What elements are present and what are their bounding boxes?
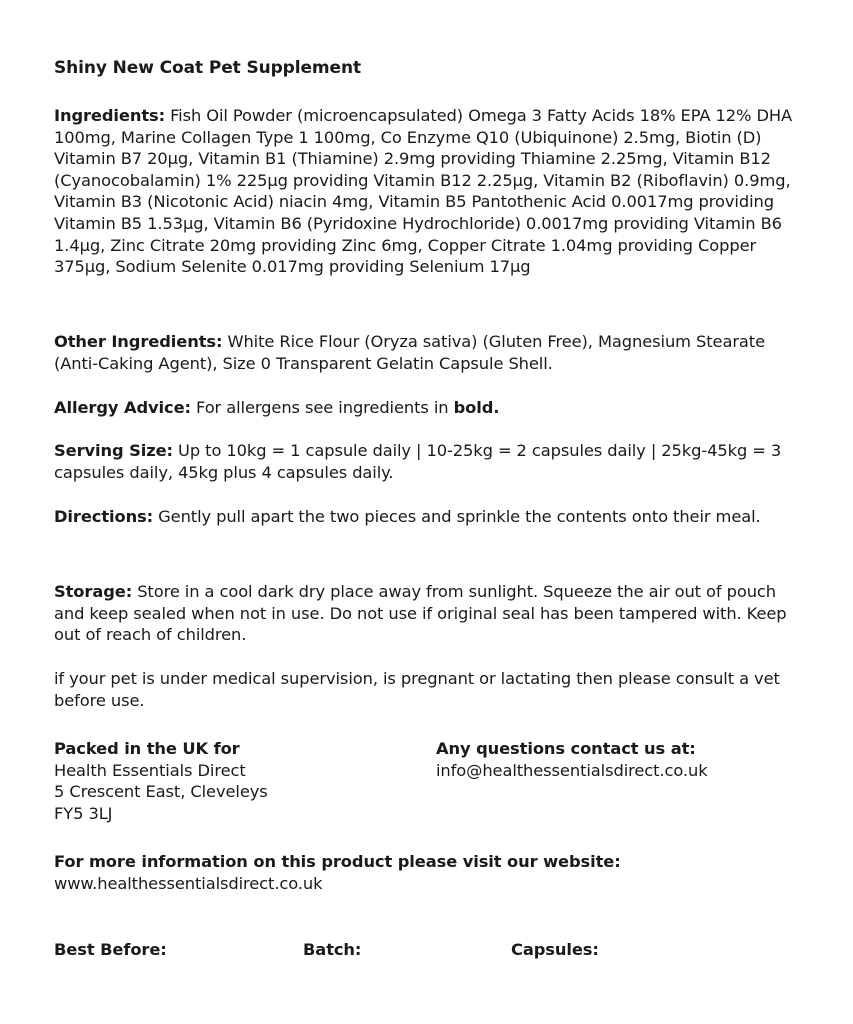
best-before-label: Best Before: (54, 940, 167, 959)
serving-text: Up to 10kg = 1 capsule daily | 10-25kg = 2 capsules daily | 25kg-45kg = 3 capsules daily, 45kg plus 4 capsules daily. (54, 441, 782, 482)
allergy-label: Allergy Advice: (54, 398, 191, 417)
packed-address: 5 Crescent East, Cleveleys (54, 782, 268, 802)
ingredients-section (54, 105, 806, 278)
packed-for-block (54, 738, 414, 824)
batch-label: Batch: (303, 940, 362, 959)
directions-section (54, 506, 806, 528)
packed-company: Health Essentials Direct (54, 760, 246, 780)
other-ingredients-text: White Rice Flour (Oryza sativa) (Gluten Free), Magnesium Stearate (Anti-Caking Agent), Size 0 Transparent Gelatin Capsule Shell. (54, 332, 765, 373)
product-title: Shiny New Coat Pet Supplement (54, 58, 361, 78)
serving-section (54, 440, 806, 483)
contact-email: info@healthessentialsdirect.co.uk (436, 760, 708, 780)
ingredients-text: Fish Oil Powder (microencapsulated) Omega 3 Fatty Acids 18% EPA 12% DHA 100mg, Marine Collagen Type 1 100mg, Co Enzyme Q10 (Ubiquinone) 2.5mg, Biotin (D) Vitamin B7 20µg, Vitamin B1 (Thiamine) 2.9mg providing Thiamine 2.25mg, Vitamin B12 (Cyanocobalamin) 1% 225µg providing Vitamin B12 2.25µg, Vitamin B2 (Riboflavin) 0.9mg, Vitamin B3 (Nicotonic Acid) niacin 4mg, Vitamin B5 Pantothenic Acid 0.0017mg providing Vitamin B5 1.53µg, Vitamin B6 (Pyridoxine Hydrochloride) 0.0017mg providing Vitamin B6 1.4µg, Zinc Citrate 20mg providing Zinc 6mg, Copper Citrate 1.04mg providing Copper 375µg, Sodium Selenite 0.017mg providing Selenium 17µg (54, 106, 793, 277)
allergy-text: For allergens see ingredients in (190, 398, 454, 417)
website-block (54, 851, 806, 894)
directions-label: Directions: (54, 507, 154, 526)
website-heading: For more information on this product please visit our website: (54, 852, 621, 871)
contact-heading: Any questions contact us at: (436, 739, 696, 758)
website-url: www.healthessentialsdirect.co.uk (54, 873, 323, 893)
other-ingredients-label: Other Ingredients: (54, 332, 223, 351)
allergy-bold-word: bold. (453, 398, 500, 417)
storage-label: Storage: (54, 582, 133, 601)
vet-notice: if your pet is under medical supervision, is pregnant or lactating then please consult a vet before use. (54, 669, 780, 710)
storage-section (54, 581, 806, 646)
capsules-label: Capsules: (511, 940, 599, 959)
ingredients-label: Ingredients: (54, 106, 166, 125)
directions-text: Gently pull apart the two pieces and sprinkle the contents onto their meal. (153, 507, 761, 526)
serving-label: Serving Size: (54, 441, 173, 460)
packed-postcode: FY5 3LJ (54, 803, 113, 823)
other-ingredients-section (54, 331, 806, 374)
storage-text: Store in a cool dark dry place away from sunlight. Squeeze the air out of pouch and keep sealed when not in use. Do not use if original seal has been tampered with. Keep out of reach of children. (54, 582, 787, 645)
allergy-section (54, 397, 806, 419)
packed-heading: Packed in the UK for (54, 739, 240, 758)
contact-block (436, 738, 836, 781)
